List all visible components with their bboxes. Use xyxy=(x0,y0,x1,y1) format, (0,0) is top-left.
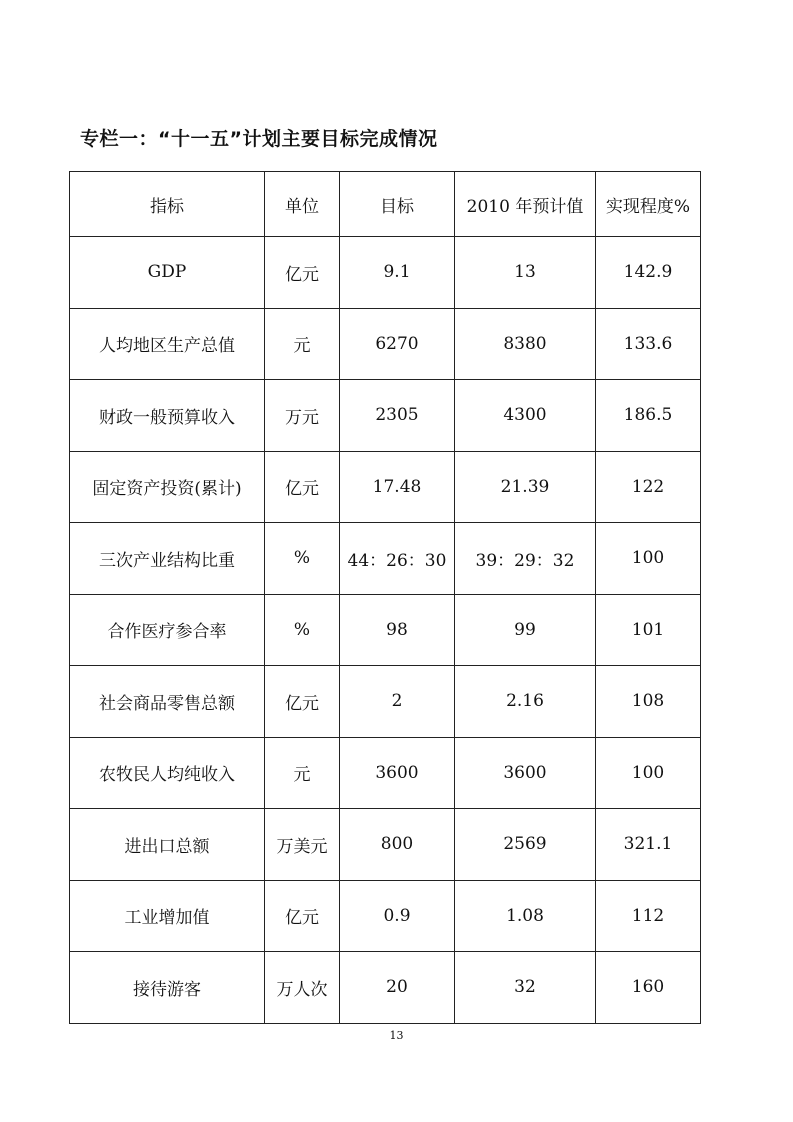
table-row xyxy=(70,737,701,809)
cell-indicator: 人均地区生产总值 xyxy=(70,308,265,380)
cell-unit: 亿元 xyxy=(265,451,340,523)
cell-unit: 万人次 xyxy=(265,952,340,1024)
cell-target: 0.9 xyxy=(340,880,455,952)
cell-achievement: 100 xyxy=(596,523,701,595)
header-unit: 单位 xyxy=(265,172,340,237)
page-title: 专栏一：“十一五”计划主要目标完成情况 xyxy=(80,128,438,150)
cell-target: 2305 xyxy=(340,380,455,452)
cell-estimate: 13 xyxy=(455,237,596,309)
header-indicator: 指标 xyxy=(70,172,265,237)
cell-unit: 亿元 xyxy=(265,880,340,952)
page-number: 13 xyxy=(389,1029,404,1042)
cell-estimate: 99 xyxy=(455,594,596,666)
cell-achievement: 122 xyxy=(596,451,701,523)
cell-indicator: 工业增加值 xyxy=(70,880,265,952)
cell-achievement: 101 xyxy=(596,594,701,666)
cell-achievement: 100 xyxy=(596,737,701,809)
cell-unit: 元 xyxy=(265,308,340,380)
cell-indicator: 进出口总额 xyxy=(70,809,265,881)
cell-indicator: 接待游客 xyxy=(70,952,265,1024)
table-row xyxy=(70,952,701,1024)
cell-unit: % xyxy=(265,523,340,595)
cell-unit: 万元 xyxy=(265,380,340,452)
cell-estimate: 1.08 xyxy=(455,880,596,952)
cell-target: 17.48 xyxy=(340,451,455,523)
cell-indicator: 财政一般预算收入 xyxy=(70,380,265,452)
cell-achievement: 142.9 xyxy=(596,237,701,309)
header-achievement: 实现程度% xyxy=(596,172,701,237)
table-row xyxy=(70,523,701,595)
cell-indicator: 社会商品零售总额 xyxy=(70,666,265,738)
cell-achievement: 321.1 xyxy=(596,809,701,881)
cell-target: 800 xyxy=(340,809,455,881)
cell-achievement: 160 xyxy=(596,952,701,1024)
cell-estimate: 39：29：32 xyxy=(455,523,596,595)
cell-achievement: 112 xyxy=(596,880,701,952)
cell-indicator: 固定资产投资(累计) xyxy=(70,451,265,523)
cell-target: 3600 xyxy=(340,737,455,809)
cell-unit: 元 xyxy=(265,737,340,809)
cell-estimate: 2.16 xyxy=(455,666,596,738)
cell-estimate: 4300 xyxy=(455,380,596,452)
cell-achievement: 186.5 xyxy=(596,380,701,452)
cell-unit: 亿元 xyxy=(265,666,340,738)
cell-target: 44：26：30 xyxy=(340,523,455,595)
cell-target: 98 xyxy=(340,594,455,666)
cell-unit: 亿元 xyxy=(265,237,340,309)
cell-achievement: 133.6 xyxy=(596,308,701,380)
table-row xyxy=(70,666,701,738)
cell-indicator: 农牧民人均纯收入 xyxy=(70,737,265,809)
header-target: 目标 xyxy=(340,172,455,237)
cell-unit: 万美元 xyxy=(265,809,340,881)
table-row xyxy=(70,594,701,666)
cell-target: 6270 xyxy=(340,308,455,380)
cell-target: 9.1 xyxy=(340,237,455,309)
cell-indicator: 合作医疗参合率 xyxy=(70,594,265,666)
cell-target: 2 xyxy=(340,666,455,738)
table-row xyxy=(70,380,701,452)
cell-estimate: 3600 xyxy=(455,737,596,809)
cell-indicator: 三次产业结构比重 xyxy=(70,523,265,595)
cell-unit: % xyxy=(265,594,340,666)
cell-estimate: 2569 xyxy=(455,809,596,881)
cell-estimate: 21.39 xyxy=(455,451,596,523)
cell-achievement: 108 xyxy=(596,666,701,738)
table-header-row xyxy=(70,172,701,237)
cell-target: 20 xyxy=(340,952,455,1024)
table-row xyxy=(70,809,701,881)
targets-table xyxy=(69,171,701,1024)
table-row xyxy=(70,880,701,952)
header-estimate-2010: 2010 年预计值 xyxy=(455,172,596,237)
cell-estimate: 8380 xyxy=(455,308,596,380)
table-row xyxy=(70,308,701,380)
cell-indicator: GDP xyxy=(70,237,265,309)
table-row xyxy=(70,451,701,523)
table-row xyxy=(70,237,701,309)
cell-estimate: 32 xyxy=(455,952,596,1024)
